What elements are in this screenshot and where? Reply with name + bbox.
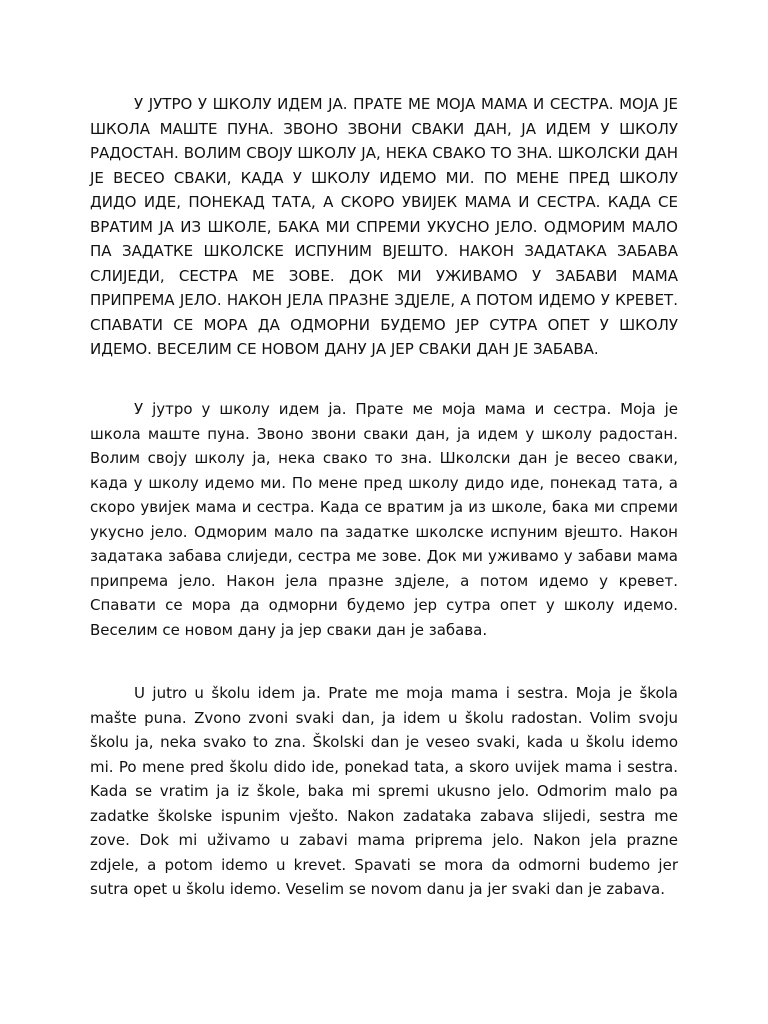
- paragraph-cyrillic-uppercase: У ЈУТРО У ШКОЛУ ИДЕМ ЈА. ПРАТЕ МЕ МОЈА МАМА И СЕСТРА. МОЈА ЈЕ ШКОЛА МАШТЕ ПУНА. ЗВОНО ЗВОНИ СВАКИ ДАН, ЈА ИДЕМ У ШКОЛУ РАДОСТАН. ВОЛИМ СВОЈУ ШКОЛУ ЈА, НЕКА СВАКО ТО ЗНА. ШКОЛСКИ ДАН ЈЕ ВЕСЕО СВАКИ, КАДА У ШКОЛУ ИДЕМО МИ. ПО МЕНЕ ПРЕД ШКОЛУ ДИДО ИДЕ, ПОНЕКАД ТАТА, А СКОРО УВИЈЕК МАМА И СЕСТРА. КАДА СЕ ВРАТИМ ЈА ИЗ ШКОЛЕ, БАКА МИ СПРЕМИ УКУСНО ЈЕЛО. ОДМОРИМ МАЛО ПА ЗАДАТКЕ ШКОЛСКЕ ИСПУНИМ ВЈЕШТО. НАКОН ЗАДАТАКА ЗАБАВА СЛИЈЕДИ, СЕСТРА МЕ ЗОВЕ. ДОК МИ УЖИВАМО У ЗАБАВИ МАМА ПРИПРЕМА ЈЕЛО. НАКОН ЈЕЛА ПРАЗНЕ ЗДЈЕЛЕ, А ПОТОМ ИДЕМО У КРЕВЕТ. СПАВАТИ СЕ МОРА ДА ОДМОРНИ БУДЕМО ЈЕР СУТРА ОПЕТ У ШКОЛУ ИДЕМО. ВЕСЕЛИМ СЕ НОВОМ ДАНУ ЈА ЈЕР СВАКИ ДАН ЈЕ ЗАБАВА.: [90, 95, 678, 358]
- paragraph-cyrillic: У јутро у школу идем ја. Прате ме моја мама и сестра. Моја је школа маште пуна. Звоно звони сваки дан, ја идем у школу радостан. Волим своју школу ја, нека свако то зна. Школски дан је весео сваки, када у школу идемо ми. По мене пред школу дидо иде, понекад тата, а скоро увијек мама и сестра. Када се вратим ја из школе, бака ми спреми укусно јело. Одморим мало па задатке школске испуним вјешто. Након задатака забава слиједи, сестра ме зове. Док ми уживамо у забави мама припрема јело. Након јела празне здјеле, а потом идемо у кревет. Спавати се мора да одморни будемо јер сутра опет у школу идемо. Веселим се новом дану ја јер сваки дан је забава.: [90, 400, 678, 639]
- paragraph-latin: U jutro u školu idem ja. Prate me moja mama i sestra. Moja je škola mašte puna. Zvono zvoni svaki dan, ja idem u školu radostan. Volim svoju školu ja, neka svako to zna. Školski dan je veseo svaki, kada u školu idemo mi. Po mene pred školu dido ide, ponekad tata, a skoro uvijek mama i sestra. Kada se vratim ja iz škole, baka mi spremi ukusno jelo. Odmorim malo pa zadatke školske ispunim vješto. Nakon zadataka zabava slijedi, sestra me zove. Dok mi uživamo u zabavi mama priprema jelo. Nakon jela prazne zdjele, a potom idemo u krevet. Spavati se mora da odmorni budemo jer sutra opet u školu idemo. Veselim se novom danu ja jer svaki dan je zabava.: [90, 684, 678, 898]
